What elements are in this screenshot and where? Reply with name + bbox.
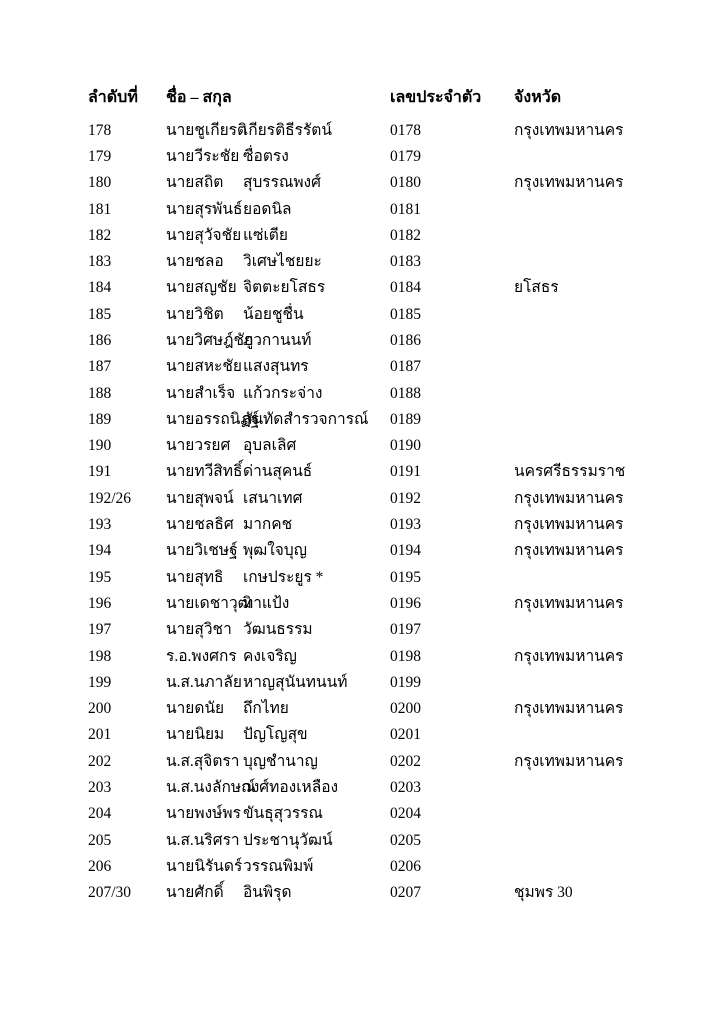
row-first-name: นายสุวิชา bbox=[166, 621, 232, 639]
row-first-name: นายวีระชัย bbox=[166, 147, 240, 165]
row-id-number: 0206 bbox=[390, 857, 421, 875]
row-number: 199 bbox=[88, 673, 112, 691]
row-province: กรุงเทพมหานคร bbox=[514, 542, 624, 560]
row-first-name: นายพงษ์พร bbox=[166, 805, 241, 823]
row-number: 192/26 bbox=[88, 489, 132, 507]
table-row bbox=[88, 511, 688, 537]
row-first-name: นายสุพจน์ bbox=[166, 489, 234, 507]
table-row bbox=[88, 617, 688, 643]
row-last-name: แก้วกระจ่าง bbox=[243, 384, 323, 402]
table-row bbox=[88, 301, 688, 327]
row-province: กรุงเทพมหานคร bbox=[514, 121, 624, 139]
row-last-name: วงศ์ทองเหลือง bbox=[243, 779, 339, 797]
row-first-name: นายสถิต bbox=[166, 174, 224, 192]
row-number: 207/30 bbox=[88, 884, 132, 902]
table-row bbox=[88, 143, 688, 169]
row-last-name: เสนาเทศ bbox=[243, 489, 303, 507]
row-number: 191 bbox=[88, 463, 112, 481]
row-last-name: ยอดนิล bbox=[243, 200, 292, 218]
row-first-name: นายชลธิศ bbox=[166, 516, 234, 534]
column-header-name: ชื่อ – สกุล bbox=[166, 88, 232, 106]
row-province: กรุงเทพมหานคร bbox=[514, 594, 624, 612]
row-first-name: นายสหะชัย bbox=[166, 358, 242, 376]
row-first-name: นายวิเชษฐ์ bbox=[166, 542, 238, 560]
row-first-name: น.ส.สุจิตรา bbox=[166, 752, 240, 770]
row-number: 194 bbox=[88, 542, 112, 560]
row-id-number: 0202 bbox=[390, 752, 421, 770]
row-number: 178 bbox=[88, 121, 112, 139]
row-id-number: 0200 bbox=[390, 700, 421, 718]
row-first-name: นายชลอ bbox=[166, 253, 224, 271]
table-row bbox=[88, 354, 688, 380]
row-number: 197 bbox=[88, 621, 112, 639]
table-row bbox=[88, 485, 688, 511]
row-id-number: 0199 bbox=[390, 673, 421, 691]
row-last-name: วิเศษไชยยะ bbox=[243, 253, 322, 271]
table-row bbox=[88, 590, 688, 616]
row-province: กรุงเทพมหานคร bbox=[514, 174, 624, 192]
row-first-name: นายวรยศ bbox=[166, 437, 231, 455]
row-id-number: 0178 bbox=[390, 121, 421, 139]
row-last-name: ปัญโญสุข bbox=[243, 726, 308, 744]
row-last-name: พุฒใจบุญ bbox=[243, 542, 307, 560]
row-id-number: 0196 bbox=[390, 594, 421, 612]
row-first-name: น.ส.นงลักษณ์ bbox=[166, 779, 256, 797]
row-id-number: 0184 bbox=[390, 279, 421, 297]
row-last-name: ขันธุสุวรรณ bbox=[243, 805, 323, 823]
table-row bbox=[88, 170, 688, 196]
row-last-name: จิตตะยโสธร bbox=[243, 279, 326, 297]
row-last-name: ประชานุวัฒน์ bbox=[243, 831, 333, 849]
row-first-name: นายสุทธิ bbox=[166, 568, 224, 586]
row-number: 206 bbox=[88, 857, 112, 875]
row-id-number: 0201 bbox=[390, 726, 421, 744]
row-last-name: แสงสุนทร bbox=[243, 358, 309, 376]
table-row bbox=[88, 406, 688, 432]
row-id-number: 0188 bbox=[390, 384, 421, 402]
table-row bbox=[88, 696, 688, 722]
column-header-province: จังหวัด bbox=[514, 88, 562, 106]
row-first-name: นายวิชิต bbox=[166, 305, 224, 323]
roster-table bbox=[88, 84, 688, 906]
row-id-number: 0182 bbox=[390, 226, 421, 244]
table-row bbox=[88, 327, 688, 353]
row-id-number: 0179 bbox=[390, 147, 421, 165]
row-last-name: สันทัดสำรวจการณ์ bbox=[243, 410, 369, 428]
table-row bbox=[88, 748, 688, 774]
row-province: นครศรีธรรมราช bbox=[514, 463, 626, 481]
row-last-name: บุญชำนาญ bbox=[243, 752, 318, 770]
table-row bbox=[88, 459, 688, 485]
table-row bbox=[88, 774, 688, 800]
row-id-number: 0204 bbox=[390, 805, 421, 823]
row-last-name: น้อยชูชื่น bbox=[243, 305, 304, 323]
row-last-name: วัฒนธรรม bbox=[243, 621, 313, 639]
table-row bbox=[88, 222, 688, 248]
row-id-number: 0187 bbox=[390, 358, 421, 376]
row-number: 187 bbox=[88, 358, 112, 376]
row-number: 185 bbox=[88, 305, 112, 323]
row-number: 186 bbox=[88, 332, 112, 349]
row-id-number: 0181 bbox=[390, 200, 421, 218]
row-number: 182 bbox=[88, 226, 112, 244]
table-row bbox=[88, 853, 688, 879]
row-first-name: นายนิรันดร์ bbox=[166, 857, 243, 875]
row-first-name: นายอรรถนิฏฐ์ bbox=[166, 410, 260, 428]
row-number: 203 bbox=[88, 779, 112, 797]
row-id-number: 0190 bbox=[390, 437, 421, 455]
row-id-number: 0185 bbox=[390, 305, 421, 323]
row-first-name: นายสุรพันธ์ bbox=[166, 200, 243, 218]
table-row bbox=[88, 248, 688, 274]
table-header bbox=[88, 84, 688, 111]
table-row bbox=[88, 380, 688, 406]
table-row bbox=[88, 433, 688, 459]
row-number: 204 bbox=[88, 805, 112, 823]
row-province: กรุงเทพมหานคร bbox=[514, 516, 624, 534]
row-id-number: 0192 bbox=[390, 489, 421, 507]
row-province: กรุงเทพมหานคร bbox=[514, 700, 624, 718]
table-row bbox=[88, 196, 688, 222]
row-id-number: 0186 bbox=[390, 332, 421, 349]
row-last-name: ภูวกานนท์ bbox=[243, 332, 312, 349]
row-first-name: น.ส.นภาลัย bbox=[166, 673, 242, 691]
row-number: 184 bbox=[88, 279, 112, 297]
row-first-name: นายศักดิ์ bbox=[166, 884, 224, 902]
row-province: กรุงเทพมหานคร bbox=[514, 647, 624, 665]
row-last-name: ทาแป้ง bbox=[243, 594, 290, 612]
row-last-name: สุบรรณพงศ์ bbox=[243, 174, 321, 192]
row-first-name: น.ส.นริศรา bbox=[166, 831, 240, 849]
row-last-name: คงเจริญ bbox=[243, 647, 297, 665]
row-id-number: 0180 bbox=[390, 174, 421, 192]
row-last-name: หาญสุนันทนนท์ bbox=[243, 673, 348, 691]
row-last-name: มากคช bbox=[243, 516, 293, 534]
row-first-name: ร.อ.พงศกร bbox=[166, 647, 237, 665]
row-first-name: นายวิศษฎ์ชัย bbox=[166, 332, 254, 349]
row-first-name: นายสญชัย bbox=[166, 279, 237, 297]
row-number: 195 bbox=[88, 568, 112, 586]
row-first-name: นายทวีสิทธิ์ bbox=[166, 463, 243, 481]
table-row bbox=[88, 117, 688, 143]
table-row bbox=[88, 801, 688, 827]
row-last-name: แซ่เตีย bbox=[243, 226, 288, 244]
row-id-number: 0183 bbox=[390, 253, 421, 271]
row-number: 190 bbox=[88, 437, 112, 455]
row-number: 200 bbox=[88, 700, 112, 718]
row-last-name: ด่านสุคนธ์ bbox=[243, 463, 313, 481]
row-last-name: วรรณพิมพ์ bbox=[243, 857, 314, 875]
row-id-number: 0193 bbox=[390, 516, 421, 534]
table-row bbox=[88, 564, 688, 590]
table-row bbox=[88, 669, 688, 695]
row-last-name: ถึกไทย bbox=[243, 700, 289, 718]
row-number: 193 bbox=[88, 516, 112, 534]
column-header-id: เลขประจำตัว bbox=[390, 88, 482, 106]
row-number: 180 bbox=[88, 174, 112, 192]
row-number: 179 bbox=[88, 147, 112, 165]
row-first-name: นายชูเกียรติ bbox=[166, 121, 248, 139]
row-id-number: 0189 bbox=[390, 410, 421, 428]
row-number: 202 bbox=[88, 752, 112, 770]
row-number: 183 bbox=[88, 253, 112, 271]
row-first-name: นายสุวัจชัย bbox=[166, 226, 242, 244]
row-number: 201 bbox=[88, 726, 112, 744]
table-row bbox=[88, 827, 688, 853]
row-id-number: 0205 bbox=[390, 831, 421, 849]
row-id-number: 0203 bbox=[390, 779, 421, 797]
row-number: 196 bbox=[88, 594, 112, 612]
row-number: 188 bbox=[88, 384, 112, 402]
row-province: กรุงเทพมหานคร bbox=[514, 752, 624, 770]
table-body bbox=[88, 117, 688, 906]
row-last-name: ซื่อตรง bbox=[243, 147, 289, 165]
row-id-number: 0194 bbox=[390, 542, 421, 560]
row-last-name: เกียรติธีรรัตน์ bbox=[243, 121, 332, 139]
table-row bbox=[88, 538, 688, 564]
table-row bbox=[88, 643, 688, 669]
row-province: ชุมพร 30 bbox=[514, 884, 573, 902]
table-row bbox=[88, 722, 688, 748]
row-province: กรุงเทพมหานคร bbox=[514, 489, 624, 507]
table-row bbox=[88, 275, 688, 301]
row-number: 181 bbox=[88, 200, 112, 218]
column-header-no: ลำดับที่ bbox=[88, 88, 138, 106]
row-province: ยโสธร bbox=[514, 279, 559, 297]
row-id-number: 0195 bbox=[390, 568, 421, 586]
row-first-name: นายเดชาวุฒิ bbox=[166, 594, 252, 612]
row-last-name: อุบลเลิศ bbox=[243, 437, 297, 455]
row-number: 198 bbox=[88, 647, 112, 665]
row-last-name: อินพิรุด bbox=[243, 884, 292, 902]
row-number: 189 bbox=[88, 410, 112, 428]
table-row bbox=[88, 880, 688, 906]
row-first-name: นายสำเร็จ bbox=[166, 384, 236, 402]
row-id-number: 0198 bbox=[390, 647, 421, 665]
row-last-name: เกษประยูร * bbox=[243, 568, 324, 586]
row-id-number: 0197 bbox=[390, 621, 421, 639]
row-first-name: นายดนัย bbox=[166, 700, 225, 718]
row-id-number: 0207 bbox=[390, 884, 421, 902]
row-id-number: 0191 bbox=[390, 463, 421, 481]
row-first-name: นายนิยม bbox=[166, 726, 225, 744]
row-number: 205 bbox=[88, 831, 112, 849]
